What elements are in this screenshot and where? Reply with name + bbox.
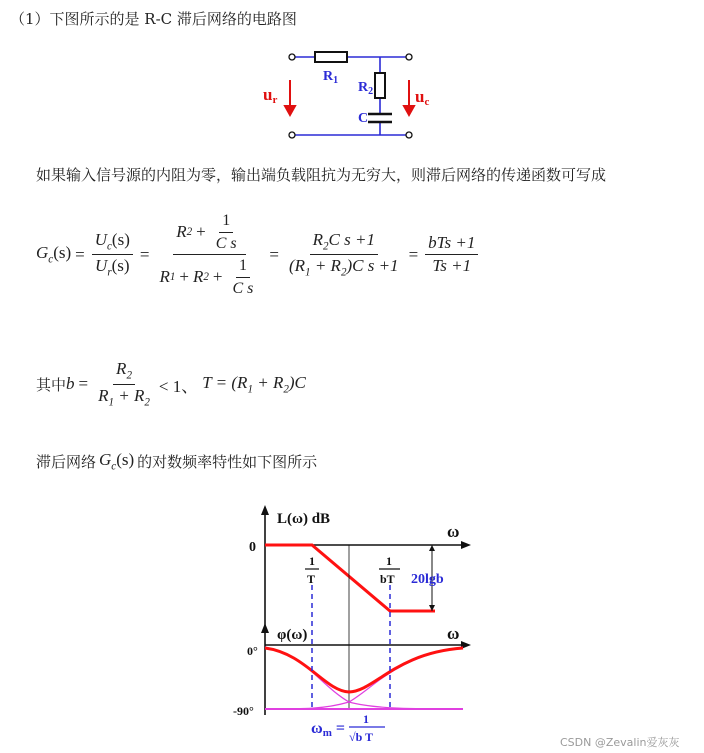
omega-axis-label: ω xyxy=(447,522,460,541)
arrow-right-icon xyxy=(461,541,471,549)
fraction-uc-over-ur: $\frac{U_c(s)}{U_r(s)}$ xyxy=(92,231,133,279)
terminal-circle xyxy=(406,132,412,138)
magnitude-axis-label: L(ω) dB xyxy=(277,511,331,527)
capacitor-symbol xyxy=(368,114,392,122)
phase-minus90-label: -90° xyxy=(233,704,254,718)
definition-prefix: 其中 xyxy=(36,375,67,394)
svg-text:1: 1 xyxy=(363,712,369,726)
gain-dimension xyxy=(411,545,444,611)
fraction-expanded: $\frac{R_2C s +1}{(R_1 + R_2)C s +1}$ xyxy=(289,229,399,279)
para3-prefix: 滞后网络 xyxy=(36,452,97,471)
svg-text:T: T xyxy=(307,572,316,586)
terminal-circle xyxy=(406,54,412,60)
lead-component-curve xyxy=(265,647,463,709)
arrow-up-icon xyxy=(261,505,269,515)
zero-db-label: 0 xyxy=(249,540,256,555)
fraction-impedance-ratio: R 2 + $\frac{1}{\text{C s}}$ R 1 + R 2 + $\frac{1}{\text{C s}}$ xyxy=(159,212,254,297)
phase-axis-label: φ(ω) xyxy=(277,627,308,643)
arrow-up-icon xyxy=(261,623,269,633)
heading: （1）下图所示的是 R-C 滞后网络的电路图 xyxy=(10,10,297,28)
equals-sign: = xyxy=(78,374,89,394)
t-definition: $T = (R_1 + R_2)C$ xyxy=(202,372,306,396)
transfer-function-formula xyxy=(36,212,481,297)
corner-mark-1-over-t xyxy=(305,554,319,586)
g-symbol: $G_c(s)$ xyxy=(99,450,135,473)
svg-text:1: 1 xyxy=(386,554,392,568)
terminal-circle xyxy=(289,54,295,60)
equals-sign: = xyxy=(408,244,419,264)
paragraph-bode-intro xyxy=(36,450,317,472)
r1-label: $R_1$ xyxy=(323,69,339,86)
r2-resistor-symbol xyxy=(375,73,385,98)
corner-mark-1-over-bt xyxy=(379,554,400,586)
lag-component-curve xyxy=(265,647,463,709)
gain-label: 20lgb xyxy=(411,572,444,587)
g-symbol: $G_c(s)$ xyxy=(36,243,72,266)
c-label: C xyxy=(358,111,369,126)
equals-sign: = xyxy=(139,244,150,264)
svg-text:bT: bT xyxy=(380,572,395,586)
omega-axis-label: ω xyxy=(447,624,460,643)
fraction-b-definition: $\frac{R_2}{R_1 + R_2}$ xyxy=(98,359,150,408)
para3-suffix: 的对数频率特性如下图所示 xyxy=(137,452,318,471)
svg-text:1: 1 xyxy=(309,554,315,568)
terminal-circle xyxy=(289,132,295,138)
r2-label: $R_2$ xyxy=(358,80,374,97)
phase-zero-label: 0° xyxy=(247,644,258,658)
paragraph-transfer-intro: 如果输入信号源的内阻为零，输出端负载阻抗为无穷大，则滞后网络的传递函数可写成 xyxy=(36,166,607,184)
r1-resistor-symbol xyxy=(315,52,347,62)
parameter-definitions xyxy=(36,360,306,408)
arrow-down-icon xyxy=(285,106,295,115)
svg-text:ωm =: ωm = xyxy=(311,720,345,739)
phase-curve xyxy=(265,648,463,692)
b-symbol: b xyxy=(66,374,75,394)
omega-m-label xyxy=(311,712,385,744)
uc-label: uc xyxy=(415,87,430,108)
rc-circuit-diagram xyxy=(255,40,430,150)
svg-text:√b T: √b T xyxy=(349,730,374,744)
fraction-bt-form: $\frac{\text{bTs +1}}{Ts +1}$ xyxy=(425,234,478,276)
equals-sign: = xyxy=(269,244,279,264)
bode-plot xyxy=(225,505,475,750)
less-than-one: < 1、 xyxy=(158,376,199,396)
arrow-down-icon xyxy=(404,106,414,115)
ur-label: ur xyxy=(263,85,278,106)
equals-sign: = xyxy=(75,244,85,264)
watermark: CSDN @Zevalin爱灰灰 xyxy=(560,736,680,749)
magnitude-asymptote xyxy=(265,545,435,611)
